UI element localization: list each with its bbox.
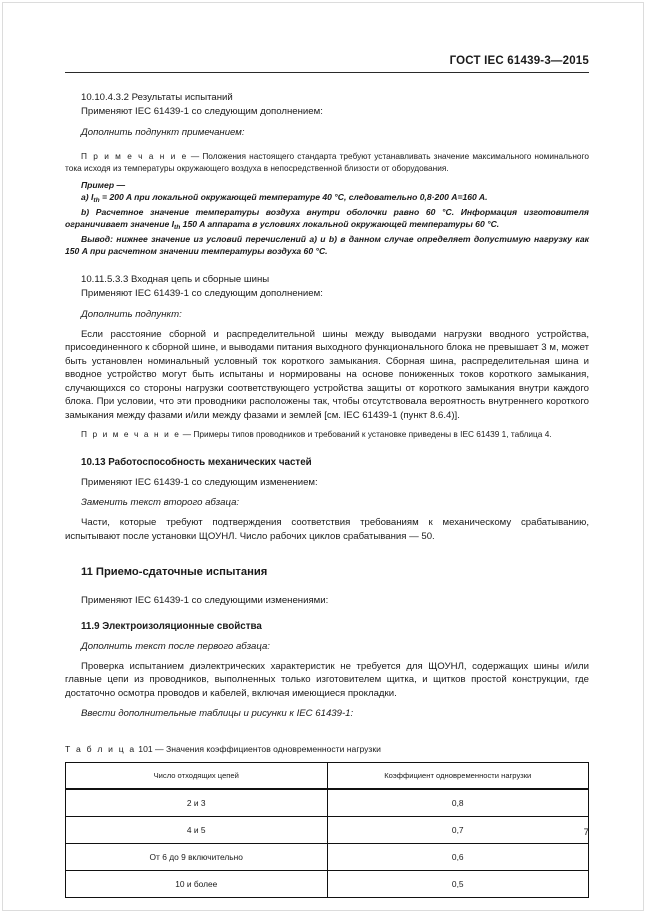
table-header-row [66,762,589,789]
section-10-10-4-3-2-apply: Применяют IEC 61439-1 со следующим дополнением: [81,106,323,118]
table-row [66,870,589,897]
table-cell-circuits: 4 и 5 [66,816,328,843]
example-label: Пример — [81,180,126,191]
note-10-10-4-3-2 [65,151,589,174]
page-frame [2,2,644,911]
page-content [65,55,589,898]
table-head [66,762,589,789]
table-cell-coefficient: 0,8 [327,789,589,816]
table-body [66,789,589,897]
note-text: — Примеры типов проводников и требований к установке приведены в IEC 61439 1, таблица 4. [180,428,552,439]
example-b-part2: 150 A аппарата в условиях локальной окружающей температуры 60 °C. [180,219,500,230]
section-10-11-5-3-3-apply: Применяют IEC 61439-1 со следующим дополнением: [81,288,323,300]
table-col-header-coefficient: Коэффициент одновременности нагрузки [327,762,589,789]
page-number: 7 [583,827,589,838]
example-a-prefix: a) I [81,192,94,203]
example-item-a [65,192,589,207]
table-row [66,816,589,843]
section-11-9-instruction: Дополнить текст после первого абзаца: [81,640,270,652]
section-10-10-4-3-2-title: 10.10.4.3.2 Результаты испытаний [81,92,233,103]
example-b-part1: b) Расчетное значение температуры воздуха внутри оболочки равно 60 °C. Информация изготовителя ограничивает значение I [65,207,589,230]
note-label: П р и м е ч а н и е [81,428,181,439]
table-col-header-circuits: Число отходящих цепей [66,762,328,789]
note-10-11-5-3-3 [65,429,589,441]
example-conclusion: Вывод: нижнее значение из условий перечислений a) и b) в данном случае определяет допустимую нагрузку как 150 A при расчетном значении температуры воздуха 60 °C. [65,234,589,256]
table-caption-rest: 101 — Значения коэффициентов одновременности нагрузки [135,743,381,754]
section-10-10-4-3-2-instruction: Дополнить подпункт примечанием: [81,126,245,138]
spacer [65,579,589,594]
table-row [66,789,589,816]
section-10-13-instruction: Заменить текст второго абзаца: [81,496,240,508]
coefficients-table [65,762,589,898]
spacer [65,441,589,456]
section-10-11-5-3-3-title: 10.11.5.3.3 Входная цепь и сборные шины [81,273,270,285]
spacer [65,258,589,273]
note-label: П р и м е ч а н и е [81,151,188,162]
table-row [66,843,589,870]
document-header [65,55,589,69]
table-cell-circuits: 2 и 3 [66,789,328,816]
header-divider [65,72,589,73]
heading-11-9: 11.9 Электроизоляционные свойства [81,620,262,632]
spacer [65,140,589,151]
table-caption-label: Т а б л и ц а [65,743,136,754]
section-11-9-body: Проверка испытанием диэлектрических характеристик не требуется для ЩОУНЛ, содержащих шины и/или главные цепи из проводников, выполненных только изготовителем щитка, и щитков простой конструкции, где достаточно осмотра проводов и кабелей, включая имеющиеся прокладки. [65,660,589,699]
section-10-11-5-3-3-body: Если расстояние сборной и распределительной шины между выводами нагрузки вводного устройства, присоединенного к сборной шине, и выводами питания выходного функционального блока не превышает 3 м, может быть установлен номинальный условный ток короткого замыкания. Сборная шина, распределительная шина и вводное устройство могут быть испытаны и нормированы на основе пониженных токов короткого замыкания, случающихся со стороны нагрузки соответствующего устройства защиты от короткого замыкания внутри каждого блока. При условии, что эти проводники расположены так, чтобы отсутствовала вероятность внутреннего короткого замыкания между фазами и/или между фазами и землей [см. IEC 61439-1 (пункт 8.6.4)]. [65,329,589,421]
spacer [65,544,589,559]
table-caption [65,743,589,755]
example-a-subscript: th [93,197,100,205]
section-10-13-body: Части, которые требуют подтверждения соответствия требованиям к механическому срабатыванию, испытывают после установки ЩОУНЛ. Число рабочих циклов срабатывания — 50. [65,517,589,542]
table-cell-coefficient: 0,6 [327,843,589,870]
heading-11: 11 Приемо-сдаточные испытания [81,566,268,579]
section-11-apply: Применяют IEC 61439-1 со следующими изменениями: [81,595,329,607]
section-11-9-instruction-2: Ввести дополнительные таблицы и рисунки к IEC 61439-1: [81,708,354,720]
table-cell-coefficient: 0,5 [327,870,589,897]
table-cell-coefficient: 0,7 [327,816,589,843]
spacer [65,609,589,620]
note-text: — Положения настоящего стандарта требуют устанавливать значение максимального номинального тока исходя из температуры окружающего воздуха в непосредственной близости от оборудования. [65,151,589,173]
standard-title: ГОСТ IEC 61439-3—2015 [449,55,589,67]
example-item-b [65,207,589,234]
spacer [65,722,589,737]
section-10-13-apply: Применяют IEC 61439-1 со следующим изменением: [81,476,318,488]
example-b-subscript: th [174,224,181,232]
example-a-rest: = 200 A при локальной окружающей температуре 40 °C, следовательно 0,8·200 A=160 A. [99,192,488,203]
table-cell-circuits: 10 и более [66,870,328,897]
table-cell-circuits: От 6 до 9 включительно [66,843,328,870]
example-block [65,180,589,257]
heading-10-13: 10.13 Работоспособность механических частей [81,456,312,468]
section-10-11-5-3-3-instruction: Дополнить подпункт: [81,308,182,320]
